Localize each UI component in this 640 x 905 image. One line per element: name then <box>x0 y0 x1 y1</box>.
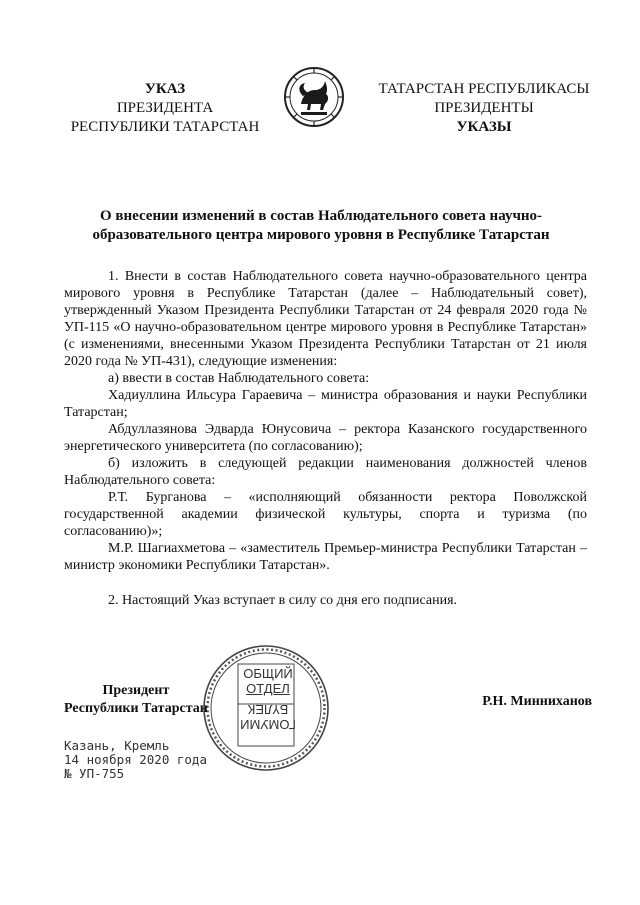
header-left-line-1: УКАЗ <box>144 81 186 97</box>
document-title: О внесении изменений в состав Наблюдательного совета научно-образовательного центра мирового уровня в Республике Татарстан <box>92 208 550 243</box>
paragraph-1b-item-2: М.Р. Шагиахметова – «заместитель Премьер-министра Республики Татарстан – министр экономики Республики Татарстан». <box>64 541 587 573</box>
stamp-line-1: ОБЩИЙ <box>243 666 293 681</box>
footer-place: Казань, Кремль <box>64 738 170 753</box>
header-left <box>60 80 270 137</box>
header-right-line-3: УКАЗЫ <box>456 119 512 135</box>
header-left-line-2: ПРЕЗИДЕНТА <box>116 100 214 116</box>
paragraph-1a-item-2: Абдуллазянова Эдварда Юнусовича – ректора Казанского государственного энергетического университета (по согласованию); <box>64 422 587 454</box>
header-right <box>366 80 602 137</box>
stamp-text <box>240 666 296 732</box>
header-left-line-3: РЕСПУБЛИКИ ТАТАРСТАН <box>70 119 260 135</box>
document-body <box>64 268 587 609</box>
signatory-title <box>64 682 208 718</box>
paragraph-1a-item-1: Хадиуллина Ильсура Гараевича – министра образования и науки Республики Татарстан; <box>64 388 587 420</box>
stamp-line-3: БҮЛЕК <box>247 702 289 717</box>
header-right-line-2: ПРЕЗИДЕНТЫ <box>434 100 534 116</box>
stamp-line-4: ГОМУМИ <box>240 717 296 732</box>
paragraph-1b: б) изложить в следующей редакции наименования должностей членов Наблюдательного совета: <box>64 456 587 488</box>
paragraph-1a: а) ввести в состав Наблюдательного совета: <box>108 371 370 386</box>
paragraph-2: 2. Настоящий Указ вступает в силу со дня его подписания. <box>108 593 458 608</box>
paragraph-1b-item-1: Р.Т. Бурганова – «исполняющий обязанности ректора Поволжской государственной академии физической культуры, спорта и туризма (по согласованию)»; <box>64 490 587 539</box>
footer-date: 14 ноября 2020 года <box>64 752 207 767</box>
footer-number: № УП-755 <box>64 766 125 781</box>
document-footer <box>64 739 207 781</box>
signatory-title-line-1: Президент <box>102 683 170 698</box>
header-right-line-1: ТАТАРСТАН РЕСПУБЛИКАСЫ <box>378 81 590 97</box>
stamp-line-2: ОТДЕЛ <box>246 681 290 696</box>
paragraph-1: 1. Внести в состав Наблюдательного совета научно-образовательного центра мирового уровня в Республике Татарстан (далее – Наблюдательный совет), утвержденный Указом Президента Республики Татарстан от 24 февраля 2020 года № УП-115 «О научно-образовательном центре мирового уровня в Республике Татарстан» (с изменениями, внесенными Указом Президента Республики Татарстан от 21 июля 2020 года № УП-431), следующие изменения: <box>64 269 587 369</box>
signatory-title-line-2: Республики Татарстан <box>64 701 208 716</box>
coat-of-arms-icon <box>283 66 345 128</box>
signatory-name: Р.Н. Минниханов <box>482 694 592 709</box>
